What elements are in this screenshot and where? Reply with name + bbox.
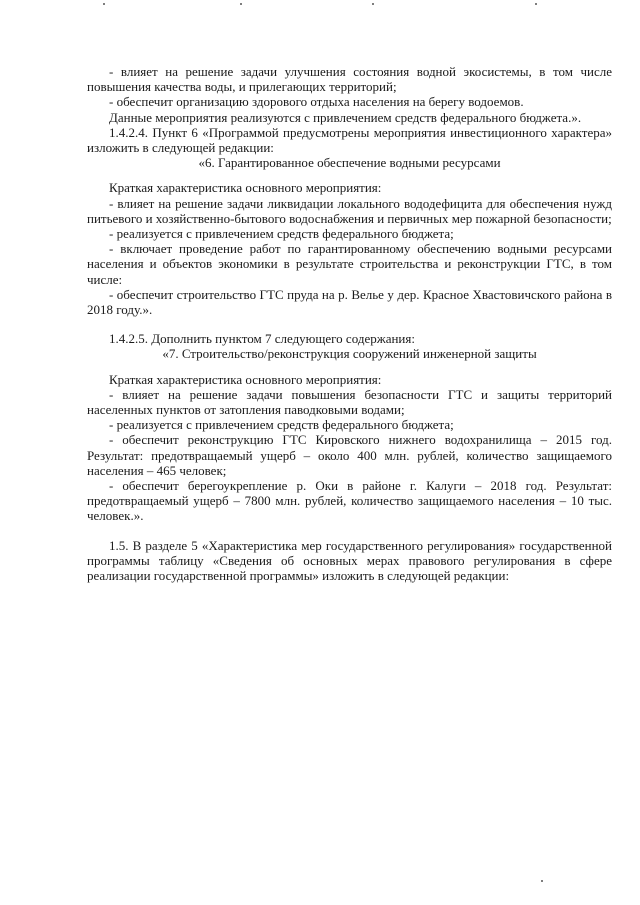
scan-speck xyxy=(535,3,537,5)
section-heading: «7. Строительство/реконструкция сооружений инженерной защиты xyxy=(162,346,537,362)
paragraph: 1.5. В разделе 5 «Характеристика мер государственного регулирования» государственной программы таблицу «Сведения об основных мерах правового регулирования в сфере реализации государственной программы» изложить в следующей редакции: xyxy=(87,537,612,584)
paragraph: - реализуется с привлечением средств федерального бюджета; xyxy=(109,226,454,242)
scan-speck xyxy=(372,3,374,5)
scan-speck xyxy=(541,880,543,882)
paragraph: 1.4.2.4. Пункт 6 «Программой предусмотрены мероприятия инвестиционного характера» изложить в следующей редакции: xyxy=(87,124,612,156)
paragraph: - влияет на решение задачи улучшения состояния водной экосистемы, в том числе повышения качества воды, и прилегающих территорий; xyxy=(87,64,612,95)
section-heading: «6. Гарантированное обеспечение водными ресурсами xyxy=(198,155,501,171)
paragraph: - обеспечит берегоукрепление р. Оки в районе г. Калуги – 2018 год. Результат: предотвращаемый ущерб – 7800 млн. рублей, количество защищаемого населения – 10 тыс. человек.». xyxy=(87,478,612,524)
paragraph: 1.4.2.5. Дополнить пунктом 7 следующего содержания: xyxy=(109,331,415,347)
paragraph: - включает проведение работ по гарантированному обеспечению водными ресурсами населения и объектов экономики в результате строительства и реконструкции ГТС, в том числе: xyxy=(87,241,612,287)
paragraph: Данные мероприятия реализуются с привлечением средств федерального бюджета.». xyxy=(109,109,582,125)
scan-speck xyxy=(103,3,105,5)
paragraph: Краткая характеристика основного мероприятия: xyxy=(109,180,382,196)
scan-speck xyxy=(240,3,242,5)
paragraph: - реализуется с привлечением средств федерального бюджета; xyxy=(109,417,454,433)
paragraph: - влияет на решение задачи ликвидации локального вододефицита для обеспечения нужд питьевого и хозяйственно-бытового водоснабжения и первичных мер пожарной безопасности; xyxy=(87,195,612,226)
paragraph: - обеспечит реконструкцию ГТС Кировского нижнего водохранилища – 2015 год. Результат: предотвращаемый ущерб – около 400 млн. рублей, количество защищаемого населения – 465 человек; xyxy=(87,432,612,478)
paragraph: - влияет на решение задачи повышения безопасности ГТС и защиты территорий населенных пунктов от затопления паводковыми водами; xyxy=(87,386,612,418)
paragraph: - обеспечит строительство ГТС пруда на р. Велье у дер. Красное Хвастовичского района в 2018 году.». xyxy=(87,286,612,318)
paragraph: Краткая характеристика основного мероприятия: xyxy=(109,371,382,387)
paragraph: - обеспечит организацию здорового отдыха населения на берегу водоемов. xyxy=(109,94,524,110)
document-page xyxy=(87,64,612,583)
